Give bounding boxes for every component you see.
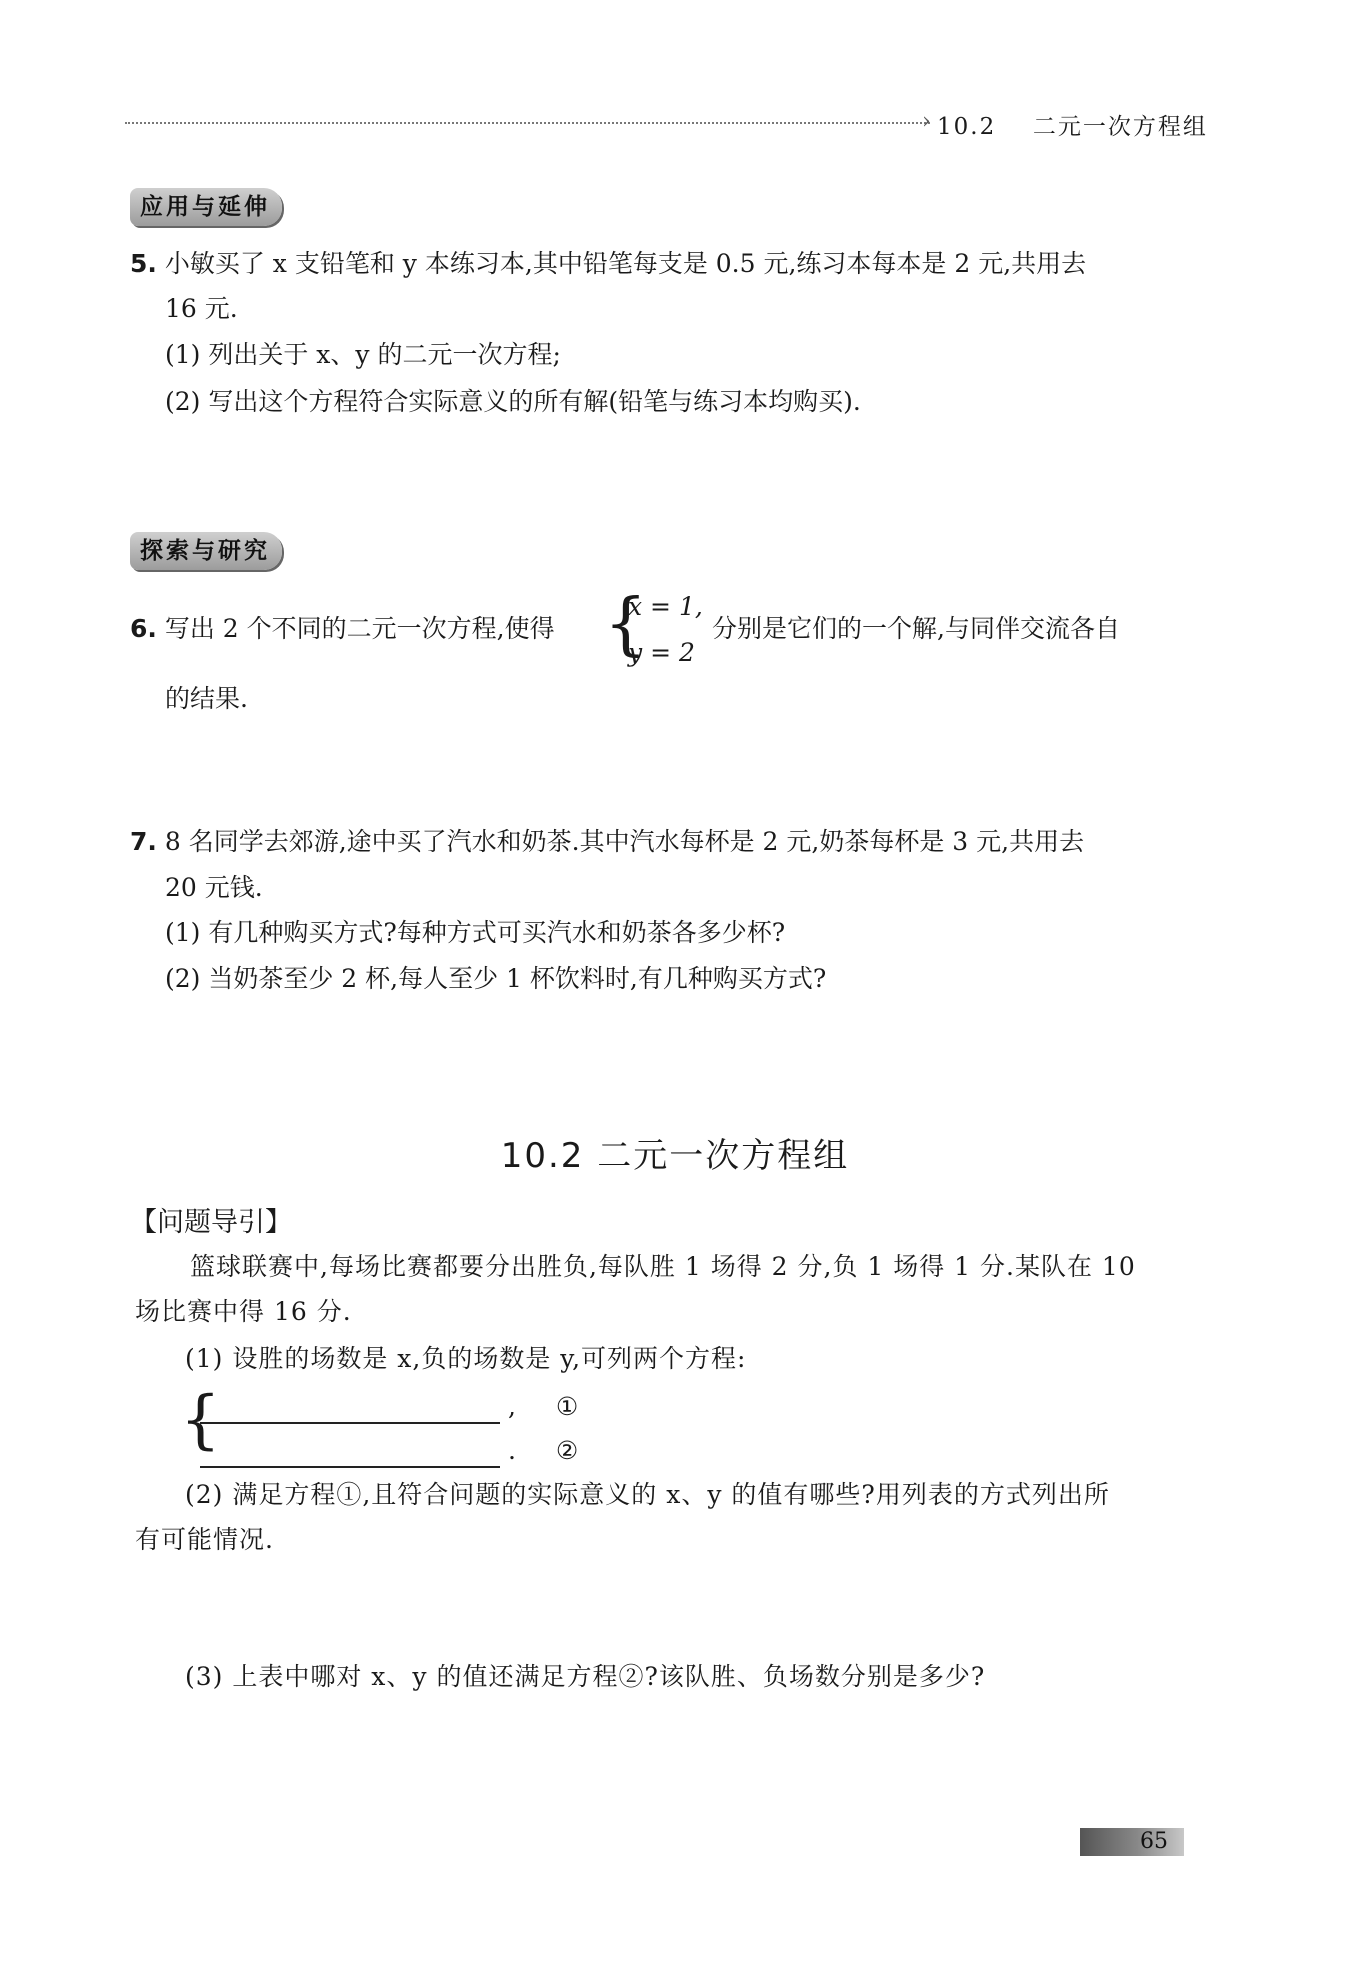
q5-line1 bbox=[130, 247, 1086, 281]
q5-sub2: (2) 写出这个方程符合实际意义的所有解(铅笔与练习本均购买). bbox=[165, 387, 861, 416]
equation-mark-2: ② bbox=[555, 1436, 579, 1465]
q7-number: 7. bbox=[130, 827, 157, 856]
q6-text-after: 分别是它们的一个解,与同伴交流各自 bbox=[712, 614, 1120, 643]
q7-sub1: (1) 有几种购买方式?每种方式可买汽水和奶茶各多少杯? bbox=[165, 918, 786, 947]
q6-equation-2: y = 2 bbox=[628, 638, 695, 667]
header-section-num: 10.2 bbox=[937, 114, 997, 140]
running-header bbox=[937, 108, 1208, 141]
header-section-title: 二元一次方程组 bbox=[1032, 114, 1208, 140]
guide-sub2-line1: (2) 满足方程①,且符合问题的实际意义的 x、y 的值有哪些?用列表的方式列出所 bbox=[185, 1480, 1110, 1509]
guide-sub1: (1) 设胜的场数是 x,负的场数是 y,可列两个方程: bbox=[185, 1344, 747, 1373]
blank-1-comma: , bbox=[507, 1392, 516, 1421]
q6-text-before: 写出 2 个不同的二元一次方程,使得 bbox=[164, 614, 555, 643]
q6-equation-1: x = 1, bbox=[628, 592, 703, 621]
badge-explore-research: 探索与研究 bbox=[130, 532, 282, 570]
q6-line1 bbox=[130, 612, 555, 646]
q6-number: 6. bbox=[130, 614, 157, 643]
problem-guide-label: 【问题导引】 bbox=[130, 1207, 292, 1238]
q6-line2: 的结果. bbox=[165, 684, 248, 713]
badge-apply-extend: 应用与延伸 bbox=[130, 188, 282, 226]
arrow-icon: › bbox=[922, 109, 931, 134]
page-number-bar bbox=[1080, 1828, 1184, 1856]
q7-line1 bbox=[130, 825, 1084, 859]
blank-line-1[interactable] bbox=[200, 1394, 500, 1424]
guide-para-line1: 篮球联赛中,每场比赛都要分出胜负,每队胜 1 场得 2 分,负 1 场得 1 分.某队在 10 bbox=[190, 1252, 1136, 1281]
q7-sub2: (2) 当奶茶至少 2 杯,每人至少 1 杯饮料时,有几种购买方式? bbox=[165, 964, 827, 993]
equation-mark-1: ① bbox=[555, 1392, 579, 1421]
q5-number: 5. bbox=[130, 249, 157, 278]
section-title: 10.2 二元一次方程组 bbox=[500, 1136, 850, 1176]
guide-sub2-line2: 有可能情况. bbox=[135, 1525, 274, 1554]
blank-2-period: . bbox=[507, 1436, 516, 1465]
blank-system-brace: { bbox=[180, 1383, 221, 1457]
blank-equation-1[interactable] bbox=[200, 1390, 578, 1424]
blank-equation-2[interactable] bbox=[200, 1434, 578, 1468]
header-rule bbox=[125, 122, 930, 124]
q7-line2: 20 元钱. bbox=[165, 873, 263, 902]
q5-text: 小敏买了 x 支铅笔和 y 本练习本,其中铅笔每支是 0.5 元,练习本每本是 2 元,共用去 bbox=[164, 249, 1087, 278]
q7-text: 8 名同学去郊游,途中买了汽水和奶茶.其中汽水每杯是 2 元,奶茶每杯是 3 元,共用去 bbox=[164, 827, 1085, 856]
guide-para-line2: 场比赛中得 16 分. bbox=[135, 1297, 352, 1326]
q5-sub1: (1) 列出关于 x、y 的二元一次方程; bbox=[165, 340, 561, 369]
guide-sub3: (3) 上表中哪对 x、y 的值还满足方程②?该队胜、负场数分别是多少? bbox=[185, 1662, 986, 1691]
page-number: 65 bbox=[1140, 1829, 1168, 1854]
q5-line2: 16 元. bbox=[165, 294, 238, 323]
system-brace: { bbox=[604, 585, 648, 664]
blank-line-2[interactable] bbox=[200, 1438, 500, 1468]
